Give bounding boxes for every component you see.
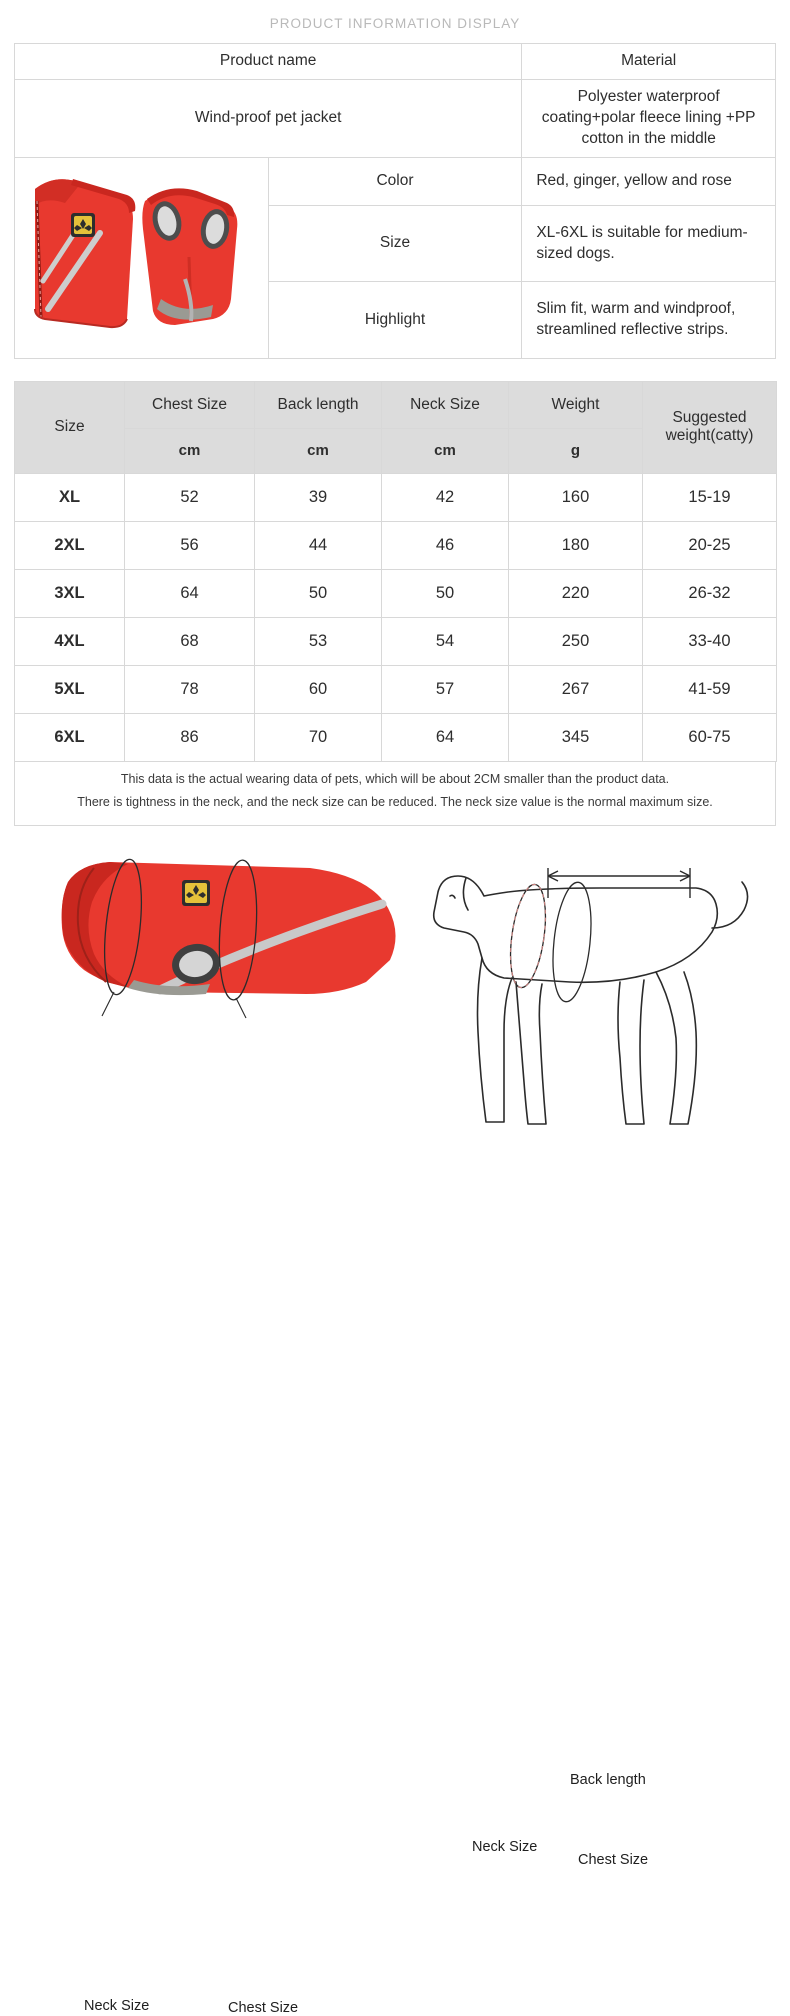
red-pet-jacket-illustration — [15, 159, 245, 357]
cell-back: 50 — [255, 569, 382, 617]
cell-back: 44 — [255, 521, 382, 569]
product-image-cell — [15, 157, 269, 358]
jacket-chest-size-label: Chest Size — [228, 2000, 299, 2016]
table-row — [15, 473, 777, 521]
info-value-product-name: Wind-proof pet jacket — [15, 79, 522, 157]
cell-size: XL — [15, 473, 125, 521]
info-header-material: Material — [522, 44, 776, 80]
product-info-table — [14, 43, 776, 359]
table-row — [15, 569, 777, 617]
size-header-weight: Weight — [509, 381, 643, 428]
jacket-shape — [62, 862, 396, 1172]
cell-weight: 345 — [509, 713, 643, 761]
cell-weight: 180 — [509, 521, 643, 569]
info-value-material: Polyester waterproof coating+polar fleece lining +PP cotton in the middle — [522, 79, 776, 157]
cell-neck: 50 — [382, 569, 509, 617]
size-header-suggested-weight: Suggested weight(catty) — [643, 381, 777, 473]
size-unit-weight: g — [509, 428, 643, 473]
size-header-neck: Neck Size — [382, 381, 509, 428]
size-header-back: Back length — [255, 381, 382, 428]
size-unit-back: cm — [255, 428, 382, 473]
page-title: PRODUCT INFORMATION DISPLAY — [269, 16, 521, 31]
size-note-line-2: There is tightness in the neck, and the neck size can be reduced. The neck size value is the normal maximum size. — [77, 795, 713, 810]
cell-chest: 52 — [125, 473, 255, 521]
jacket-measurement-diagram — [10, 842, 410, 1172]
cell-chest: 64 — [125, 569, 255, 617]
table-row — [15, 44, 776, 80]
jacket-neck-size-label: Neck Size — [84, 1998, 150, 2015]
cell-suggested: 26-32 — [643, 569, 777, 617]
size-note-line-1: This data is the actual wearing data of pets, which will be about 2CM smaller than the product data. — [120, 771, 670, 786]
cell-back: 53 — [255, 617, 382, 665]
cell-neck: 42 — [382, 473, 509, 521]
cell-back: 70 — [255, 713, 382, 761]
cell-weight: 220 — [509, 569, 643, 617]
cell-chest: 56 — [125, 521, 255, 569]
size-header-size: Size — [15, 381, 125, 473]
cell-suggested: 41-59 — [643, 665, 777, 713]
cell-suggested: 60-75 — [643, 713, 777, 761]
cell-weight: 250 — [509, 617, 643, 665]
cell-chest: 86 — [125, 713, 255, 761]
cell-weight: 267 — [509, 665, 643, 713]
cell-back: 39 — [255, 473, 382, 521]
table-row — [15, 713, 777, 761]
cell-chest: 78 — [125, 665, 255, 713]
size-table-note — [14, 762, 776, 827]
info-value-color: Red, ginger, yellow and rose — [522, 157, 776, 205]
cell-suggested: 15-19 — [643, 473, 777, 521]
info-label-size: Size — [268, 205, 522, 281]
cell-neck: 64 — [382, 713, 509, 761]
dog-back-length-label: Back length — [570, 1772, 646, 1789]
table-row — [15, 521, 777, 569]
info-label-color: Color — [268, 157, 522, 205]
info-value-highlight: Slim fit, warm and windproof, streamlined reflective strips. — [522, 282, 776, 358]
info-label-highlight: Highlight — [268, 282, 522, 358]
cell-size: 3XL — [15, 569, 125, 617]
cell-back: 60 — [255, 665, 382, 713]
cell-neck: 54 — [382, 617, 509, 665]
cell-size: 4XL — [15, 617, 125, 665]
size-unit-chest: cm — [125, 428, 255, 473]
cell-weight: 160 — [509, 473, 643, 521]
cell-suggested: 33-40 — [643, 617, 777, 665]
size-chart-table — [14, 381, 777, 762]
info-value-size: XL-6XL is suitable for medium-sized dogs. — [522, 205, 776, 281]
dog-measurement-diagram — [420, 832, 780, 1162]
cell-neck: 46 — [382, 521, 509, 569]
size-unit-neck: cm — [382, 428, 509, 473]
cell-chest: 68 — [125, 617, 255, 665]
cell-suggested: 20-25 — [643, 521, 777, 569]
cell-size: 5XL — [15, 665, 125, 713]
size-table-header-row — [15, 381, 777, 428]
cell-neck: 57 — [382, 665, 509, 713]
cell-size: 2XL — [15, 521, 125, 569]
size-header-chest: Chest Size — [125, 381, 255, 428]
cell-size: 6XL — [15, 713, 125, 761]
table-row — [15, 79, 776, 157]
info-header-product-name: Product name — [15, 44, 522, 80]
dog-chest-size-label: Chest Size — [578, 1852, 649, 1869]
measurement-diagrams — [0, 842, 790, 2016]
table-row — [15, 157, 776, 205]
table-row — [15, 617, 777, 665]
size-chart-section — [14, 381, 776, 827]
table-row — [15, 665, 777, 713]
dog-neck-size-label: Neck Size — [472, 1839, 538, 1856]
